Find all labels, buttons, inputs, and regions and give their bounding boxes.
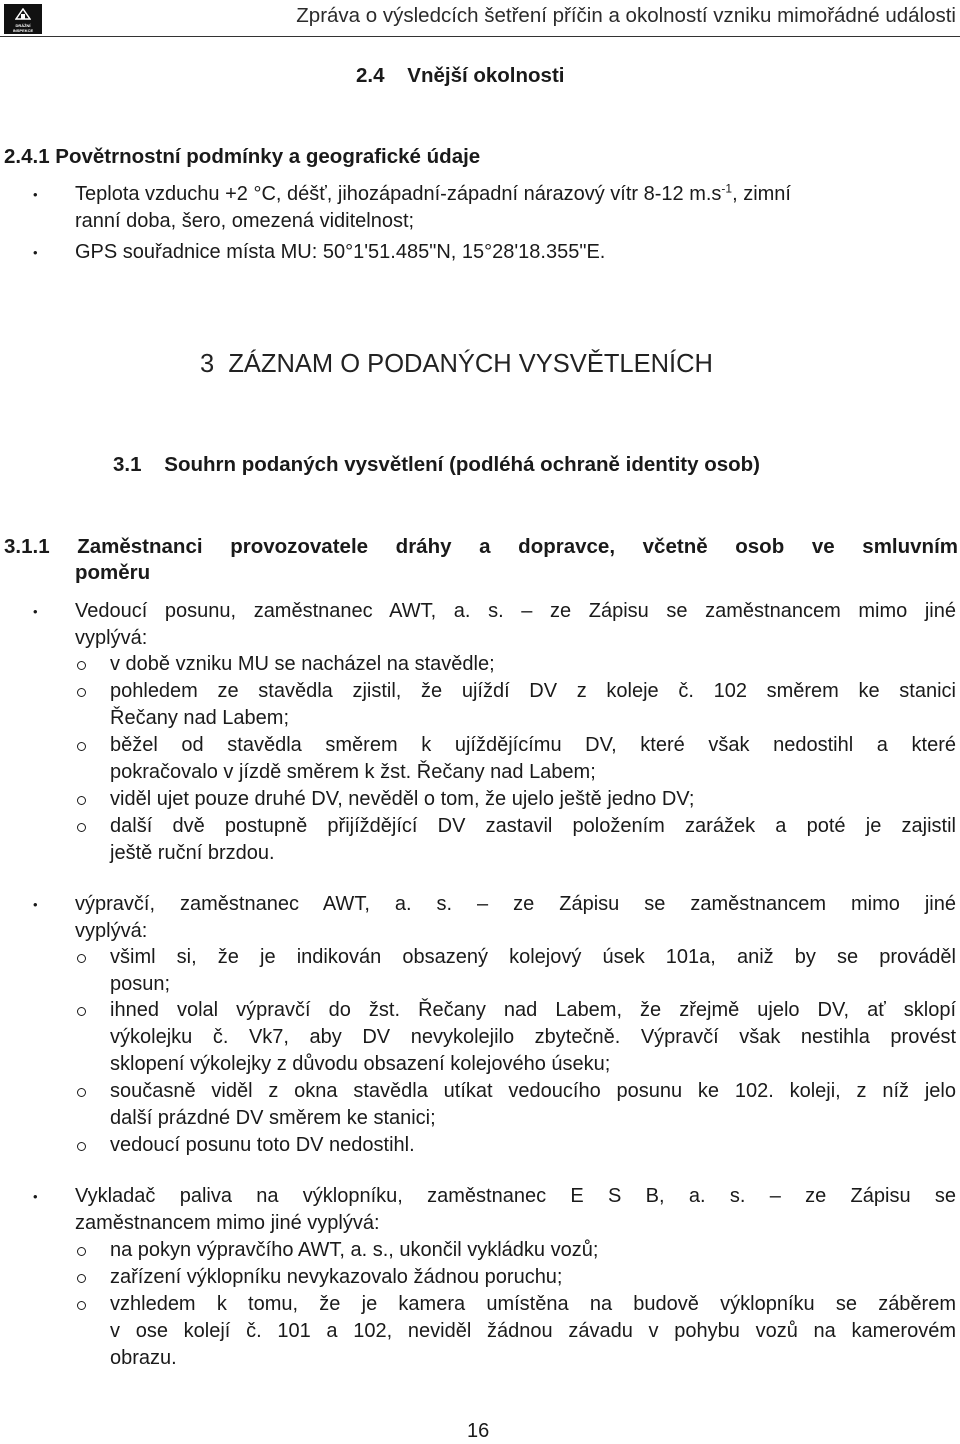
chapter-heading-3: 3 ZÁZNAM O PODANÝCH VYSVĚTLENÍCH — [200, 350, 713, 378]
person-1-item-4 — [110, 786, 956, 813]
weather-text: Teplota vzduchu +2 °C, déšť, jihozápadní-západní nárazový vítr 8-12 m.s — [75, 183, 722, 205]
person-2-item-2-text: ihned volal výpravčí do žst. Řečany nad Labem, že zřejmě ujelo DV, ať sklopí — [110, 999, 956, 1021]
person-1-intro-line2: vyplývá: — [75, 627, 148, 649]
section-heading-3-1: 3.1 Souhrn podaných vysvětlení (podléhá ochraně identity osob) — [113, 453, 761, 476]
person-3-item-3-text: vzhledem k tomu, že je kamera umístěna na budově výklopníku se záběrem — [110, 1293, 956, 1315]
logo-emblem-icon — [15, 8, 31, 20]
running-title: Zpráva o výsledcích šetření příčin a okolností vzniku mimořádné události — [296, 4, 956, 27]
person-2-item-4-text: vedoucí posunu toto DV nedostihl. — [110, 1134, 415, 1156]
gps-bullet — [75, 239, 956, 266]
gps-text: • GPS souřadnice místa MU: 50°1'51.485"N, 15°28'18.355"E. — [75, 241, 606, 263]
person-2-intro-line2: vyplývá: — [75, 920, 148, 942]
person-2-item-1 — [110, 944, 956, 998]
drazni-inspekce-logo — [4, 4, 42, 34]
section-heading-2-4-1: 2.4.1 Povětrnostní podmínky a geografické údaje — [4, 145, 481, 168]
person-1-intro: • Vedoucí posunu, zaměstnanec AWT, a. s. – ze Zápisu se zaměstnancem mimo jiné — [75, 600, 956, 622]
person-1-item-5 — [110, 813, 956, 867]
weather-bullet — [75, 181, 956, 235]
person-2-item-2-text-line2: výkolejku č. Vk7, aby DV nevykolejilo zbytečně. Výpravčí však nestihla provést — [110, 1026, 956, 1048]
header-rule — [0, 36, 960, 37]
page-number: 16 — [467, 1420, 490, 1442]
person-3-item-3-text-line2: v ose kolejí č. 101 a 102, neviděl žádnou závadu v pohybu vozů na kamerovém — [110, 1320, 956, 1342]
person-2-item-4 — [110, 1132, 956, 1159]
person-1-item-1-text: v době vzniku MU se nacházel na stavědle; — [110, 653, 495, 675]
person-3-intro: • Vykladač paliva na výklopníku, zaměstnanec E S B, a. s. – ze Zápisu se — [75, 1185, 956, 1207]
section-heading-3-1-1-continued: poměru — [75, 561, 151, 584]
person-2-item-1-text-line2: posun; — [110, 973, 171, 995]
person-1-bullet — [75, 598, 956, 652]
person-1-item-3 — [110, 732, 956, 786]
person-1-item-5-text: další dvě postupně přijíždějící DV zastavil položením zarážek a poté je zajistil — [110, 815, 956, 837]
person-3-item-2 — [110, 1264, 956, 1291]
person-3-intro-line2: zaměstnancem mimo jiné vyplývá: — [75, 1212, 380, 1234]
person-2-intro: • výpravčí, zaměstnanec AWT, a. s. – ze Zápisu se zaměstnancem mimo jiné — [75, 893, 956, 915]
person-1-item-2 — [110, 678, 956, 732]
person-1-item-1 — [110, 651, 956, 678]
person-2-item-3 — [110, 1078, 956, 1132]
person-1-item-2-text: pohledem ze stavědla zjistil, že ujíždí DV z koleje č. 102 směrem ke stanici — [110, 680, 956, 702]
person-1-item-3-text: běžel od stavědla směrem k ujíždějícímu DV, které však nedostihl a které — [110, 734, 956, 756]
person-1-item-4-text: viděl ujet pouze druhé DV, nevěděl o tom, že ujelo ještě jedno DV; — [110, 788, 695, 810]
logo-text-1: DRÁŽNÍ — [15, 23, 31, 28]
person-2-item-3-text-line2: další prázdné DV směrem ke stanici; — [110, 1107, 436, 1129]
person-1-item-5-text-line2: ještě ruční brzdou. — [110, 842, 275, 864]
person-1-item-3-text-line2: pokračovalo v jízdě směrem k žst. Řečany nad Labem; — [110, 761, 596, 783]
section-heading-3-1-1: 3.1.1 Zaměstnanci provozovatele dráhy a dopravce, včetně osob ve smluvním — [4, 535, 958, 558]
person-2-item-2-text-line3: sklopení výkolejky z důvodu obsazení kolejového úseku; — [110, 1053, 611, 1075]
person-3-item-3-text-line3: obrazu. — [110, 1347, 177, 1369]
person-2-item-2 — [110, 997, 956, 1078]
person-2-item-1-text: všiml si, že je indikován obsazený kolejový úsek 101a, aniž by se prováděl — [110, 946, 956, 968]
person-3-item-3 — [110, 1291, 956, 1372]
weather-superscript: -1 — [721, 181, 733, 196]
person-1-item-2-text-line2: Řečany nad Labem; — [110, 707, 290, 729]
section-heading-2-4: 2.4 Vnější okolnosti — [356, 64, 565, 87]
weather-text-end: , zimní — [732, 183, 791, 205]
person-2-bullet — [75, 891, 956, 945]
person-2-item-3-text: současně viděl z okna stavědla utíkat vedoucího posunu ke 102. koleji, z níž jelo — [110, 1080, 956, 1102]
person-3-item-2-text: zařízení výklopníku nevykazovalo žádnou poruchu; — [110, 1266, 563, 1288]
weather-text-line2: ranní doba, šero, omezená viditelnost; — [75, 210, 415, 232]
person-3-item-1-text: na pokyn výpravčího AWT, a. s., ukončil vykládku vozů; — [110, 1239, 599, 1261]
logo-text-2: INSPEKCE — [12, 28, 34, 33]
person-3-item-1 — [110, 1237, 956, 1264]
person-3-bullet — [75, 1183, 956, 1237]
